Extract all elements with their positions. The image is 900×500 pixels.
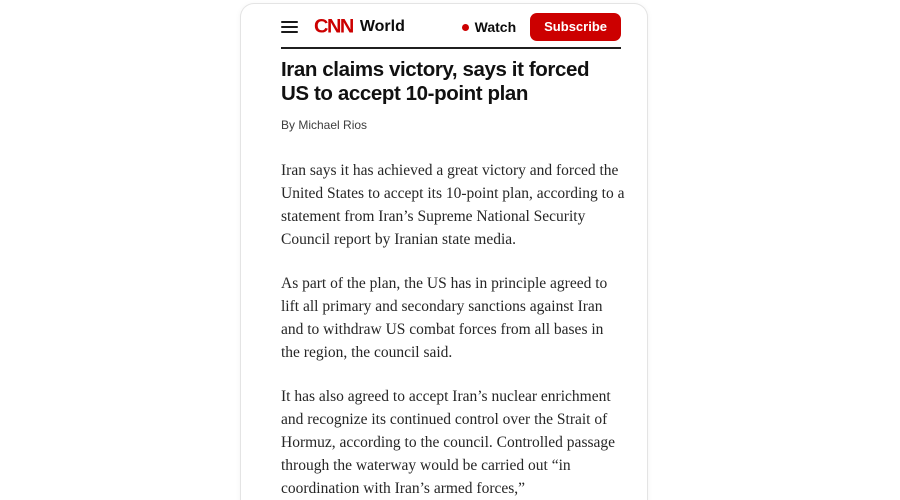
section-label-world[interactable]: World [359, 18, 405, 35]
site-header [281, 14, 621, 40]
header-divider [281, 47, 621, 49]
article-headline: Iran claims victory, says it forced US to accept 10-point plan [281, 58, 590, 105]
cnn-logo[interactable]: CNN [314, 16, 353, 37]
article-paragraph: It has also agreed to accept Iran’s nuclear enrichment and recognize its continued control over the Strait of Hormuz, according to the council. Controlled passage through the waterway would be carried out “in coordination with Iran’s armed forces,” [281, 388, 616, 498]
article-paragraph: Iran says it has achieved a great victory and forced the United States to accept its 10-point plan, according to a statement from Iran’s Supreme National Security Council report by Iranian state media. [281, 162, 625, 249]
subscribe-button[interactable]: Subscribe [530, 13, 621, 41]
live-dot-icon [462, 24, 469, 31]
article-paragraph: As part of the plan, the US has in principle agreed to lift all primary and secondary sanctions against Iran and to withdraw US combat forces from all bases in the region, the council said. [281, 275, 608, 362]
article-body [281, 159, 625, 500]
watch-link[interactable] [462, 19, 516, 35]
article-byline: By Michael Rios [281, 118, 368, 133]
article-page-card [240, 3, 648, 500]
hamburger-menu-icon[interactable] [281, 21, 298, 34]
watch-label: Watch [474, 19, 517, 35]
